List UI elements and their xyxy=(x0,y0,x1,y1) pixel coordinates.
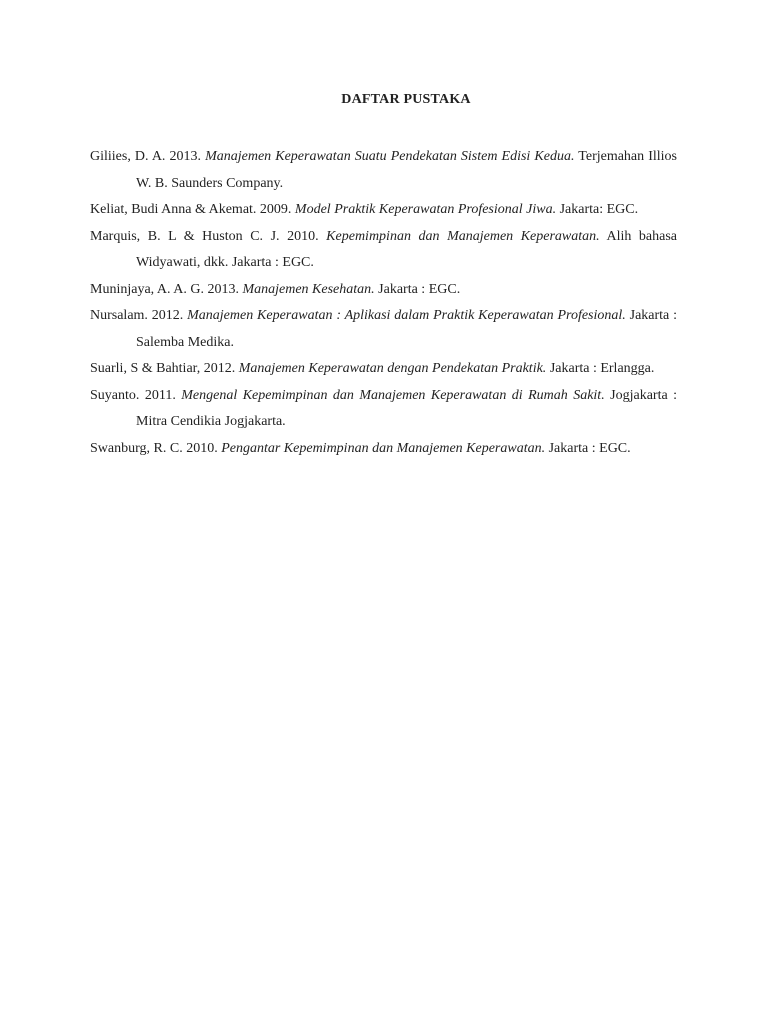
reference-author-year: Nursalam. 2012. xyxy=(90,308,188,323)
reference-publisher: Jakarta : EGC. xyxy=(374,281,461,297)
reference-author-year: Suarli, S & Bahtiar, 2012. xyxy=(90,361,239,376)
reference-publisher: Jakarta : Salemba Medika. xyxy=(136,308,677,350)
reference-author-year: Giliies, D. A. 2013. xyxy=(90,149,206,164)
reference-author-year: Muninjaya, A. A. G. 2013. xyxy=(90,281,243,297)
reference-author-year: Suyanto. 2011. xyxy=(90,387,182,403)
reference-title: Kepemimpinan dan Manajemen Keperawatan. xyxy=(326,228,600,244)
reference-author-year: Marquis, B. L & Huston C. J. 2010. xyxy=(90,228,327,244)
reference-entry xyxy=(90,197,677,224)
reference-publisher: Jakarta : EGC. xyxy=(545,440,631,456)
reference-entry xyxy=(90,224,677,277)
reference-publisher: Alih bahasa Widyawati, dkk. Jakarta : EGC. xyxy=(136,228,678,270)
reference-entry xyxy=(90,383,677,436)
reference-entry xyxy=(90,356,677,383)
reference-list xyxy=(90,144,677,462)
reference-publisher: Jakarta : Erlangga. xyxy=(546,361,655,376)
reference-entry xyxy=(90,303,677,356)
reference-author-year: Swanburg, R. C. 2010. xyxy=(90,440,222,456)
reference-title: Manajemen Keperawatan : Aplikasi dalam Praktik Keperawatan Profesional. xyxy=(187,308,626,323)
reference-publisher: Terjemahan Illios W. B. Saunders Company. xyxy=(136,149,678,191)
reference-publisher: Jogjakarta : Mitra Cendikia Jogjakarta. xyxy=(136,387,678,429)
reference-publisher: Jakarta: EGC. xyxy=(556,202,639,217)
reference-title: Manajemen Kesehatan. xyxy=(242,281,375,297)
reference-title: Model Praktik Keperawatan Profesional Jiwa. xyxy=(294,202,557,217)
reference-entry xyxy=(90,436,677,463)
page-title: DAFTAR PUSTAKA xyxy=(341,92,471,107)
reference-author-year: Keliat, Budi Anna & Akemat. 2009. xyxy=(90,202,295,217)
reference-title: Mengenal Kepemimpinan dan Manajemen Keperawatan di Rumah Sakit. xyxy=(181,387,605,403)
reference-title: Manajemen Keperawatan Suatu Pendekatan Sistem Edisi Kedua. xyxy=(205,149,575,164)
reference-entry xyxy=(90,144,677,197)
reference-title: Manajemen Keperawatan dengan Pendekatan Praktik. xyxy=(238,361,547,376)
reference-title: Pengantar Kepemimpinan dan Manajemen Keperawatan. xyxy=(221,440,546,456)
reference-entry xyxy=(90,277,677,304)
